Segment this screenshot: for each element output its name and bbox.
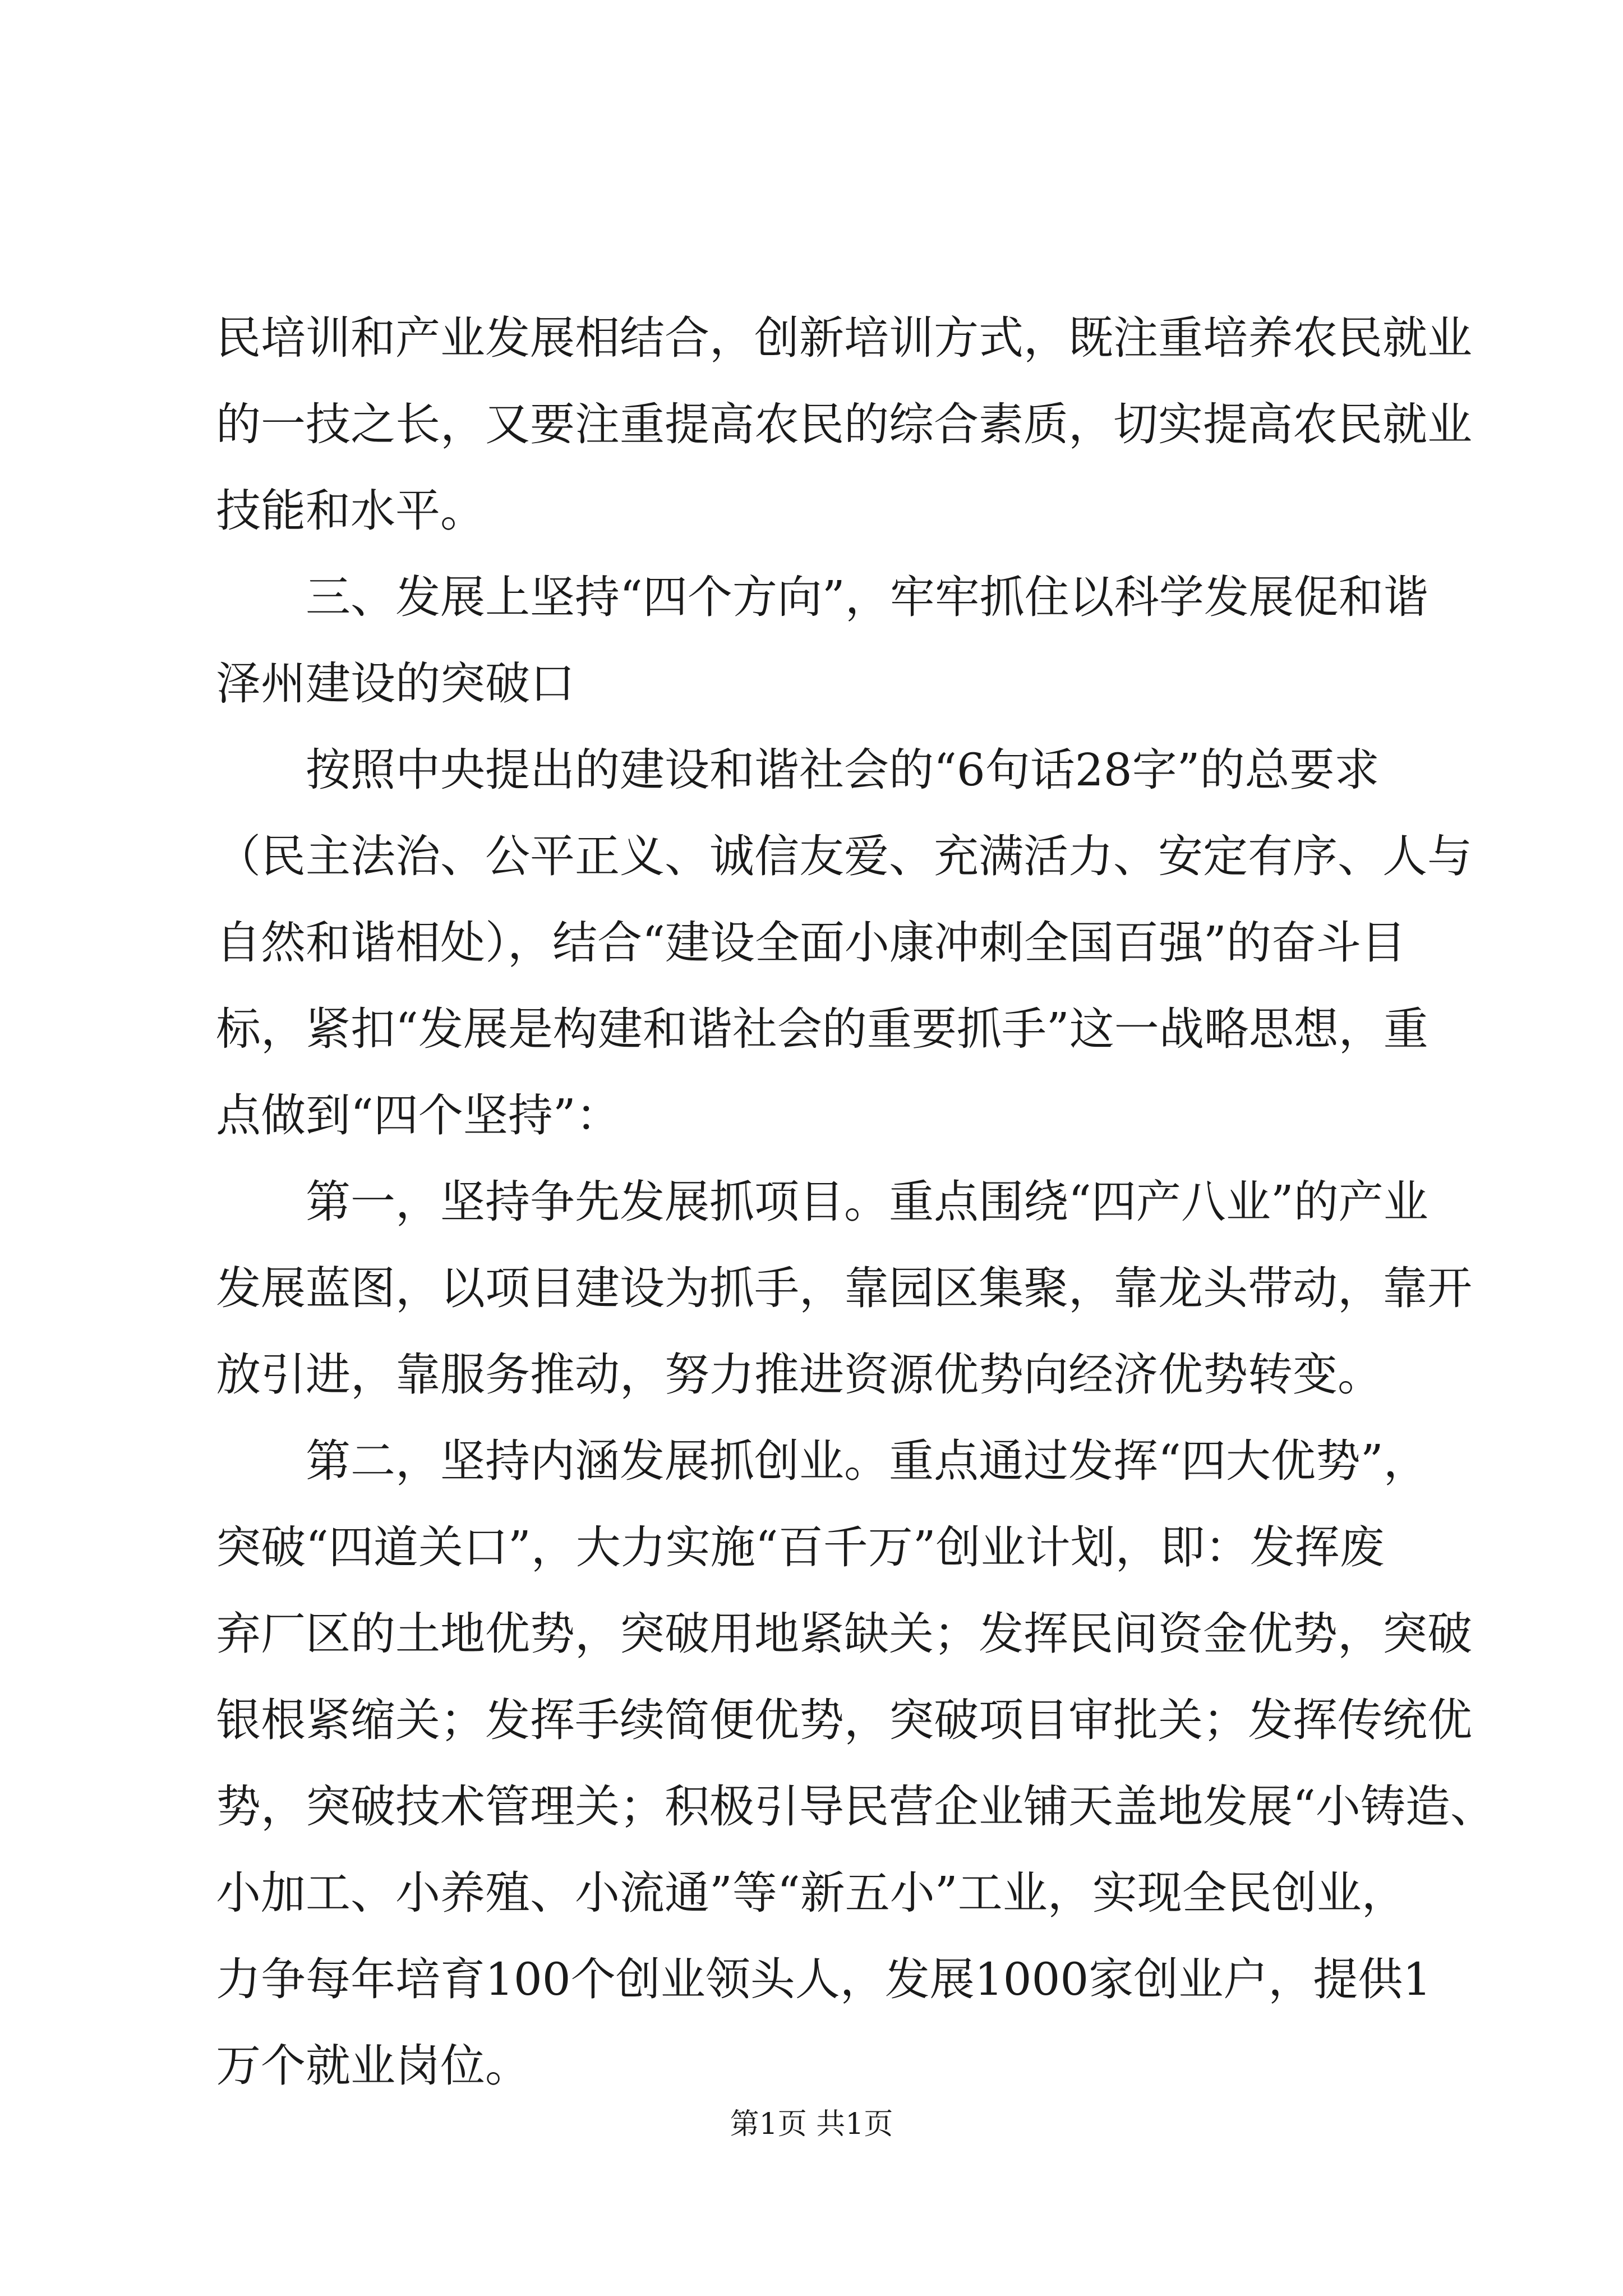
text-line-1: 民培训和产业发展相结合，创新培训方式，既注重培养农民就业: [216, 312, 1472, 364]
text-line-6: 按照中央提出的建设和谐社会的“6句话28字”的总要求: [306, 744, 1380, 796]
text-line-9: 标，紧扣“发展是构建和谐社会的重要抓手”这一战略思想，重: [216, 1003, 1428, 1055]
text-line-20: 力争每年培育100个创业领头人，发展1000家创业户，提供1: [216, 1953, 1432, 2005]
text-line-12: 发展蓝图，以项目建设为抓手，靠园区集聚，靠龙头带动，靠开: [216, 1262, 1472, 1314]
text-line-15: 突破“四道关口”，大力实施“百千万”创业计划，即：发挥废: [216, 1521, 1385, 1573]
text-line-11: 第一，坚持争先发展抓项目。重点围绕“四产八业”的产业: [306, 1176, 1428, 1228]
text-line-16: 弃厂区的土地优势，突破用地紧缺关；发挥民间资金优势，突破: [216, 1608, 1472, 1660]
text-line-8: 自然和谐相处），结合“建设全面小康冲刺全国百强”的奋斗目: [216, 917, 1406, 969]
text-line-17: 银根紧缩关；发挥手续简便优势，突破项目审批关；发挥传统优: [216, 1694, 1472, 1746]
page-footer: 第1页 共1页: [730, 2108, 893, 2141]
text-line-19: 小加工、小养殖、小流通”等“新五小”工业，实现全民创业，: [216, 1867, 1407, 1919]
text-line-14: 第二，坚持内涵发展抓创业。重点通过发挥“四大优势”，: [306, 1435, 1428, 1487]
text-line-3: 技能和水平。: [216, 485, 485, 537]
section-heading-line-2: 泽州建设的突破口: [216, 657, 575, 710]
text-line-10: 点做到“四个坚持”：: [216, 1089, 621, 1142]
text-line-2: 的一技之长，又要注重提高农民的综合素质，切实提高农民就业: [216, 398, 1472, 450]
text-line-7: （民主法治、公平正义、诚信友爱、充满活力、安定有序、人与: [216, 830, 1472, 882]
text-line-21: 万个就业岗位。: [216, 2040, 530, 2092]
text-line-13: 放引进，靠服务推动，努力推进资源优势向经济优势转变。: [216, 1349, 1382, 1401]
section-heading-line-1: 三、发展上坚持“四个方向”，牢牢抓住以科学发展促和谐: [306, 571, 1428, 623]
text-line-18: 势，突破技术管理关；积极引导民营企业铺天盖地发展“小铸造、: [216, 1780, 1495, 1833]
